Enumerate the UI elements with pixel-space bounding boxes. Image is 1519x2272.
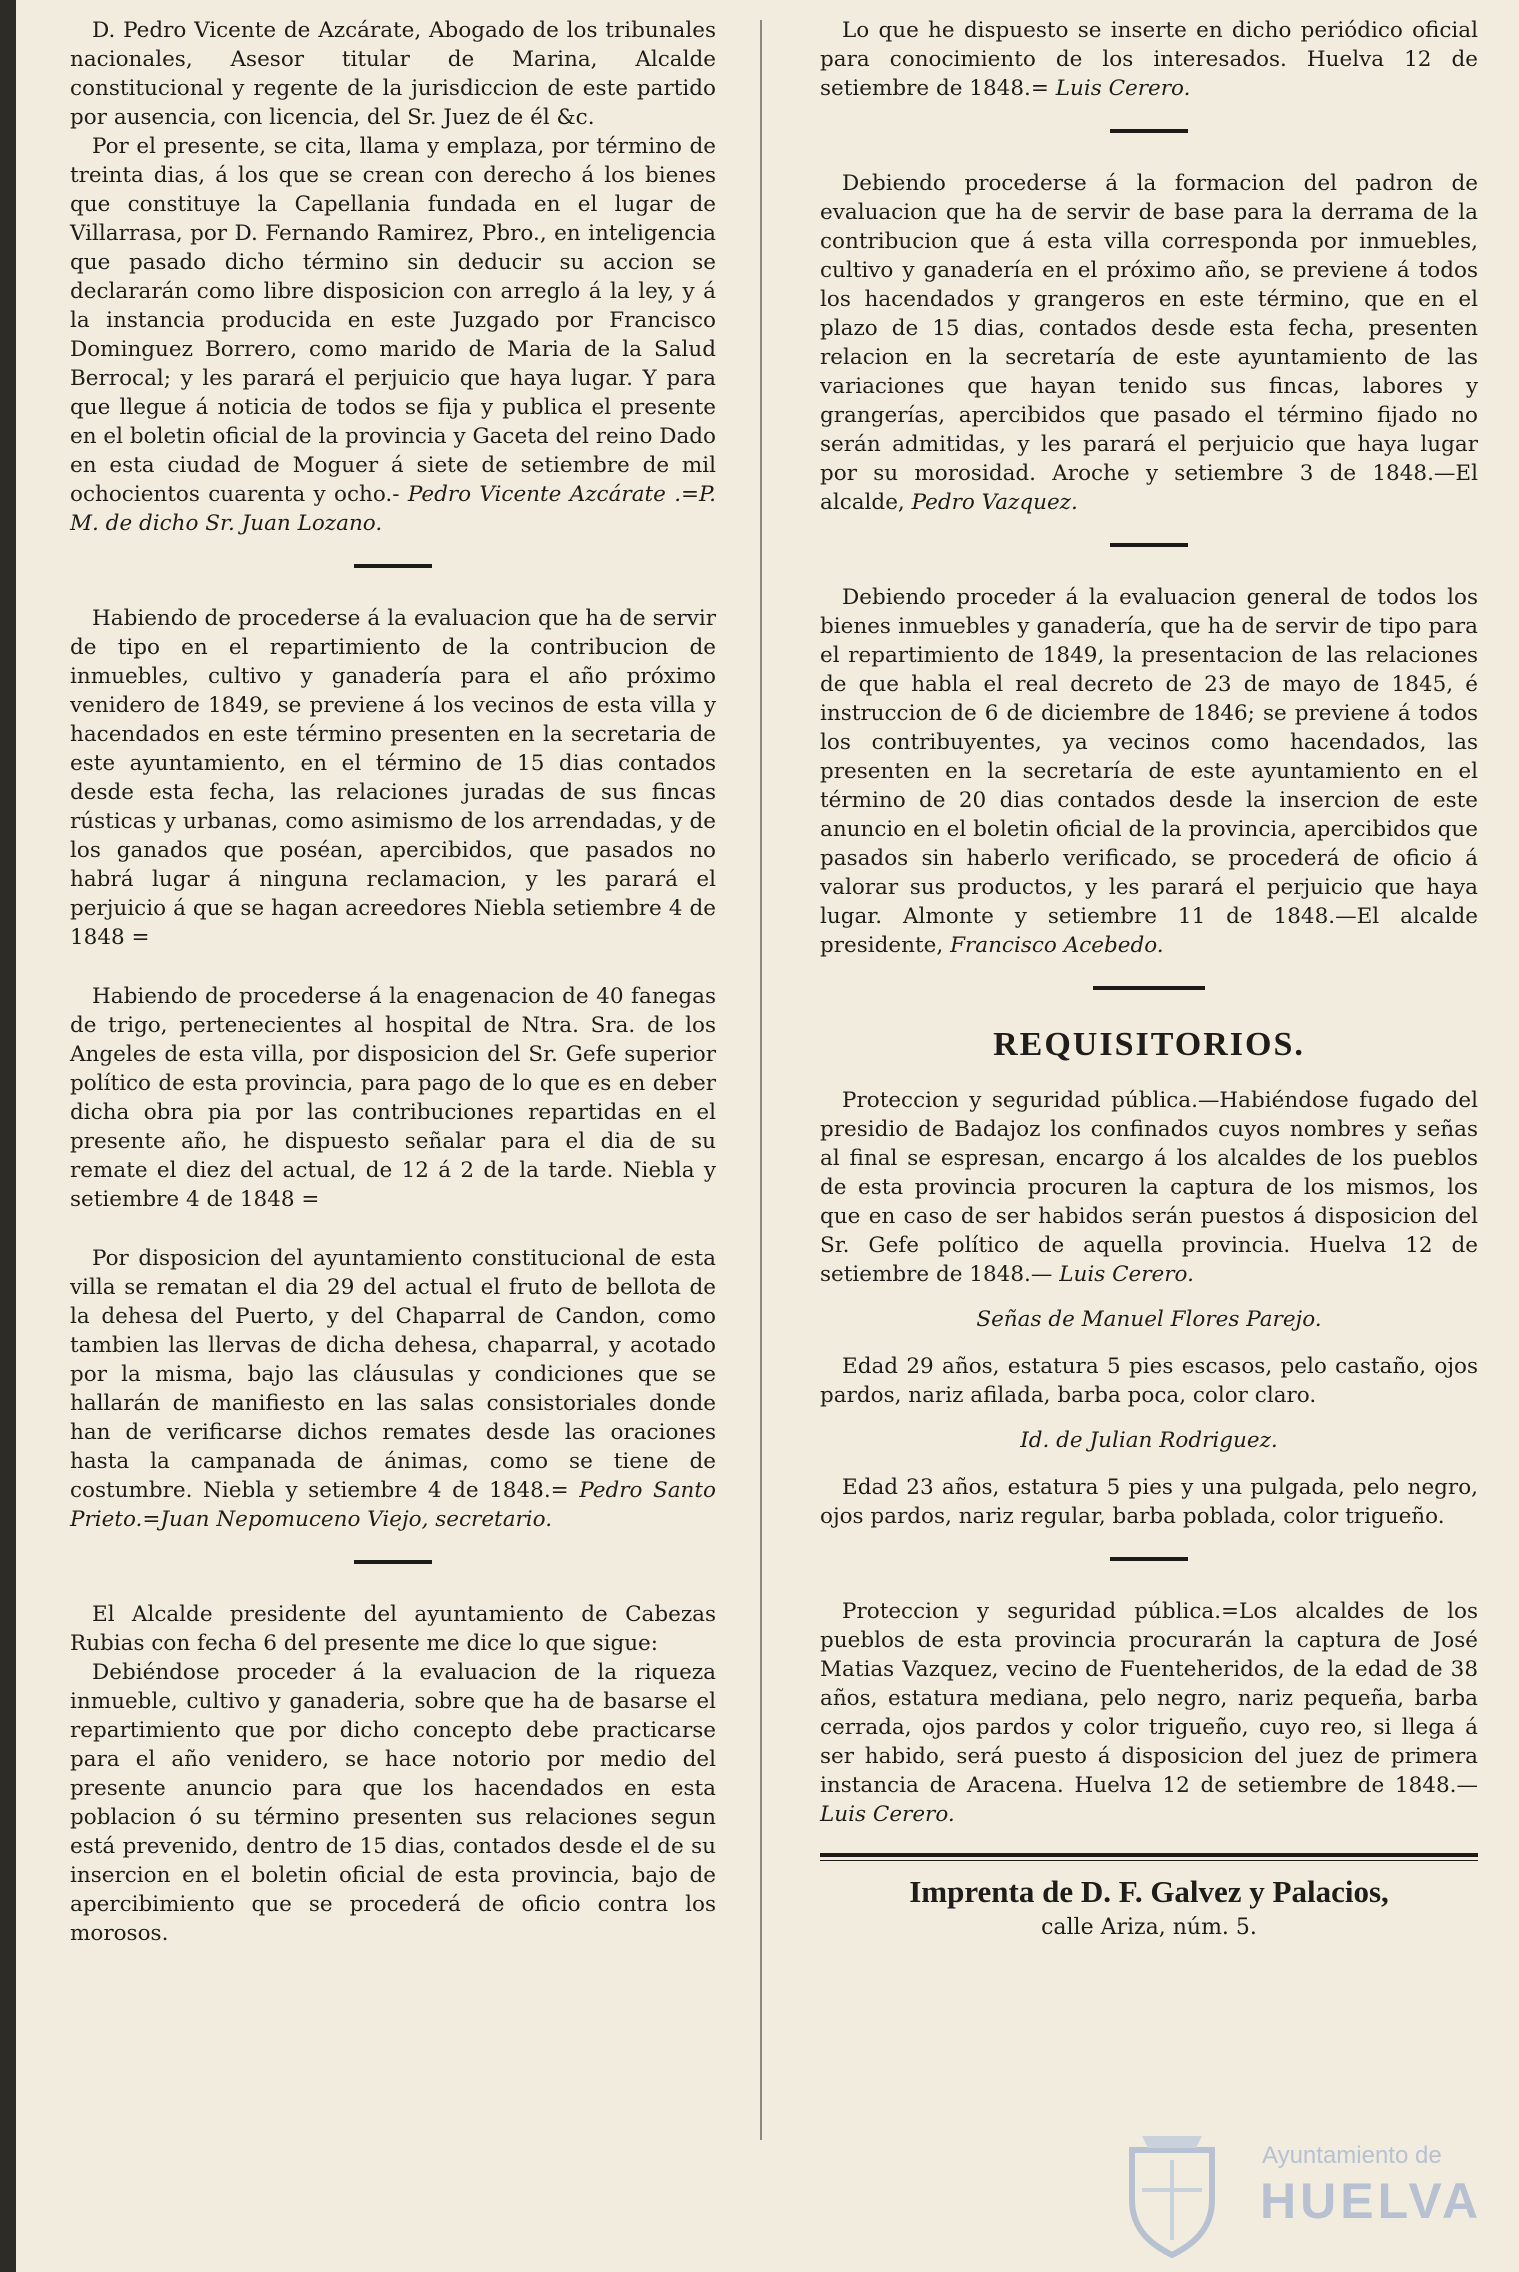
imprint-rule — [820, 1853, 1478, 1861]
notice-capellania: Por el presente, se cita, llama y emplaza, por término de treinta dias, á los que se crean con derecho á los bienes que constituye la Capellania fundada en el lugar de Villarrasa, por D. Fernando Ramirez, Pbro., en inteligencia que pasado dicho término sin deducir su accion se declararán como libre disposicion con arreglo á la ley, y á la instancia producida en este Juzgado por Francisco Dominguez Borrero, como marido de Maria de la Salud Berrocal; y les parará el perjuicio que haya lugar. Y para que llegue á noticia de todos se fija y publica el presente en el boletin oficial de la provincia y Gaceta del reino Dado en esta ciudad de Moguer á siete de setiembre de mil ochocientos cuarenta y ocho.- Pedro Vicente Azcárate .=P. M. de dicho Sr. Juan Lozano. — [70, 134, 716, 536]
separator-rule — [1110, 129, 1188, 133]
notice-huelva-insercion: Lo que he dispuesto se inserte en dicho periódico oficial para conocimiento de los interesados. Huelva 12 de setiembre de 1848.= Luis Cerero. — [820, 18, 1478, 101]
notice-aroche-padron: Debiendo procederse á la formacion del padron de evaluacion que ha de servir de base para la derrama de la contribucion que á esta villa corresponda por inmuebles, cultivo y ganadería en el próximo año, se previene á todos los hacendados y grangeros en este término, que en el plazo de 15 dias, contados desde esta fecha, presenten relacion en la secretaría de este ayuntamiento de las variaciones que hayan tenido sus fincas, labores y grangerías, apercibidos que pasado el término fijado no serán admitidas, y les parará el perjuicio que haya lugar por su morosidad. Aroche y setiembre 3 de 1848.—El alcalde, Pedro Vazquez. — [820, 171, 1478, 515]
description-julian-rodriguez: Edad 23 años, estatura 5 pies y una pulgada, pelo negro, ojos pardos, nariz regular, barba poblada, color trigueño. — [820, 1475, 1478, 1529]
notice-niebla-remate: Por disposicion del ayuntamiento constitucional de esta villa se rematan el dia 29 del actual el fruto de bellota de la dehesa del Puerto, y del Chaparral de Candon, como tambien las llervas de dicha dehesa, chaparral, y acotado por la misma, bajo las cláusulas y condiciones que se hallarán de manifiesto en las salas consistoriales donde han de verificarse dichos remates desde las oraciones hasta la campanada de ánimas, como se tiene de costumbre. Niebla y setiembre 4 de 1848.= Pedro Santo Prieto.=Juan Nepomuceno Viejo, secretario. — [70, 1246, 716, 1532]
separator-rule — [1093, 986, 1205, 990]
watermark-line2: HUELVA — [1260, 2173, 1483, 2229]
subheading-julian-rodriguez: Id. de Julian Rodriguez. — [1020, 1428, 1278, 1453]
watermark-logo — [1112, 2130, 1492, 2260]
left-column — [70, 16, 716, 1948]
right-column — [820, 16, 1478, 1943]
notice-huelva-signature: Luis Cerero. — [1055, 76, 1191, 101]
notice-niebla-remate-signature: Pedro Santo Prieto.=Juan Nepomuceno Viejo, secretario. — [70, 1478, 716, 1532]
notice-jose-matias-signature: Luis Cerero. — [820, 1802, 955, 1827]
section-heading-requisitorios: REQUISITORIOS. — [993, 1026, 1305, 1063]
shield-icon — [1112, 2130, 1232, 2258]
separator-rule — [1110, 1557, 1188, 1561]
notice-aroche-signature: Pedro Vazquez. — [911, 490, 1078, 515]
notice-niebla-trigo: Habiendo de procederse á la enagenacion de 40 fanegas de trigo, pertenecientes al hospital de Ntra. Sra. de los Angeles de esta villa, por disposicion del Sr. Gefe superior político de esta provincia, para pago de lo que es en deber dicha obra pia por las contribuciones repartidas en el presente año, he dispuesto señalar para el dia de su remate el diez del actual, de 12 á 2 de la tarde. Niebla y setiembre 4 de 1848 = — [70, 984, 716, 1212]
separator-rule — [354, 1560, 432, 1564]
notice-cabezas-rubias-intro: El Alcalde presidente del ayuntamiento de Cabezas Rubias con fecha 6 del presente me dice lo que sigue: — [70, 1602, 716, 1656]
notice-cabezas-rubias-body: Debiéndose proceder á la evaluacion de la riqueza inmueble, cultivo y ganaderia, sobre que ha de basarse el repartimiento que por dicho concepto debe practicarse para el año venidero, se hace notorio por medio del presente anuncio para que los hacendados en esta poblacion ó su término presenten sus relaciones segun está prevenido, dentro de 15 dias, contados desde el de su insercion en el boletin oficial de esta provincia, bajo de apercibimiento que se procederá de oficio contra los morosos. — [70, 1660, 716, 1946]
imprint-name: Imprenta de D. F. Galvez y Palacios, — [909, 1874, 1389, 1909]
newspaper-page — [16, 0, 1519, 2272]
notice-almonte-signature: Francisco Acebedo. — [950, 933, 1164, 958]
imprint-address: calle Ariza, núm. 5. — [1041, 1915, 1257, 1940]
subheading-manuel-flores: Señas de Manuel Flores Parejo. — [976, 1307, 1322, 1332]
notice-capellania-signature: Pedro Vicente Azcárate .=P. M. de dicho Sr. Juan Lozano. — [70, 482, 716, 536]
notice-niebla-evaluacion: Habiendo de procederse á la evaluacion que ha de servir de tipo en el repartimiento de la contribucion de inmuebles, cultivo y ganadería para el año próximo venidero de 1849, se previene á los vecinos de esta villa y hacendados en este término presenten en la secretaria de este ayuntamiento, en el término de 15 dias contados desde esta fecha, las relaciones juradas de sus fincas rústicas y urbanas, como asimismo de los arrendadas, y de los ganados que poséan, apercibidos, que pasados no habrá lugar á ninguna reclamacion, y les parará el perjuicio á que se hagan acreedores Niebla setiembre 4 de 1848 = — [70, 606, 716, 950]
notice-almonte-evaluacion: Debiendo proceder á la evaluacion general de todos los bienes inmuebles y ganadería, que ha de servir de tipo para el repartimiento de 1849, la presentacion de las relaciones de que habla el real decreto de 23 de mayo de 1845, é instruccion de 6 de diciembre de 1846; se previene á todos los contribuyentes, ya vecinos como hacendados, las presenten en la secretaría de este ayuntamiento en el término de 20 dias contados desde la insercion de este anuncio en el boletin oficial de la provincia, apercibidos que pasados sin haberlo verificado, se procederá de oficio á valorar sus productos, y les parará el perjuicio que haya lugar. Almonte y setiembre 11 de 1848.—El alcalde presidente, Francisco Acebedo. — [820, 585, 1478, 958]
notice-jose-matias: Proteccion y seguridad pública.=Los alcaldes de los pueblos de esta provincia procurarán la captura de José Matias Vazquez, vecino de Fuenteheridos, de la edad de 38 años, estatura mediana, pelo negro, nariz pequeña, barba cerrada, ojos pardos y color trigueño, cuyo reo, si llega á ser habido, será puesto á disposicion del juez de primera instancia de Aracena. Huelva 12 de setiembre de 1848.— Luis Cerero. — [820, 1599, 1478, 1827]
watermark-line1: Ayuntamiento de — [1262, 2142, 1442, 2169]
separator-rule — [1110, 543, 1188, 547]
column-divider — [760, 20, 762, 2140]
notice-badajoz-fuga: Proteccion y seguridad pública.—Habiéndose fugado del presidio de Badajoz los confinados cuyos nombres y señas al final se espresan, encargo á los alcaldes de los pueblos de esta provincia procuren la captura de los mismos, los que en caso de ser habidos serán puestos á disposicion del Sr. Gefe político de aquella provincia. Huelva 12 de setiembre de 1848.— Luis Cerero. — [820, 1088, 1478, 1287]
notice-azcarate-header: D. Pedro Vicente de Azcárate, Abogado de los tribunales nacionales, Asesor titular de Marina, Alcalde constitucional y regente de la jurisdiccion de este partido por ausencia, con licencia, del Sr. Juez de él &c. — [70, 18, 716, 130]
description-manuel-flores: Edad 29 años, estatura 5 pies escasos, pelo castaño, ojos pardos, nariz afilada, barba poca, color claro. — [820, 1354, 1478, 1408]
separator-rule — [354, 564, 432, 568]
notice-badajoz-signature: Luis Cerero. — [1059, 1262, 1194, 1287]
